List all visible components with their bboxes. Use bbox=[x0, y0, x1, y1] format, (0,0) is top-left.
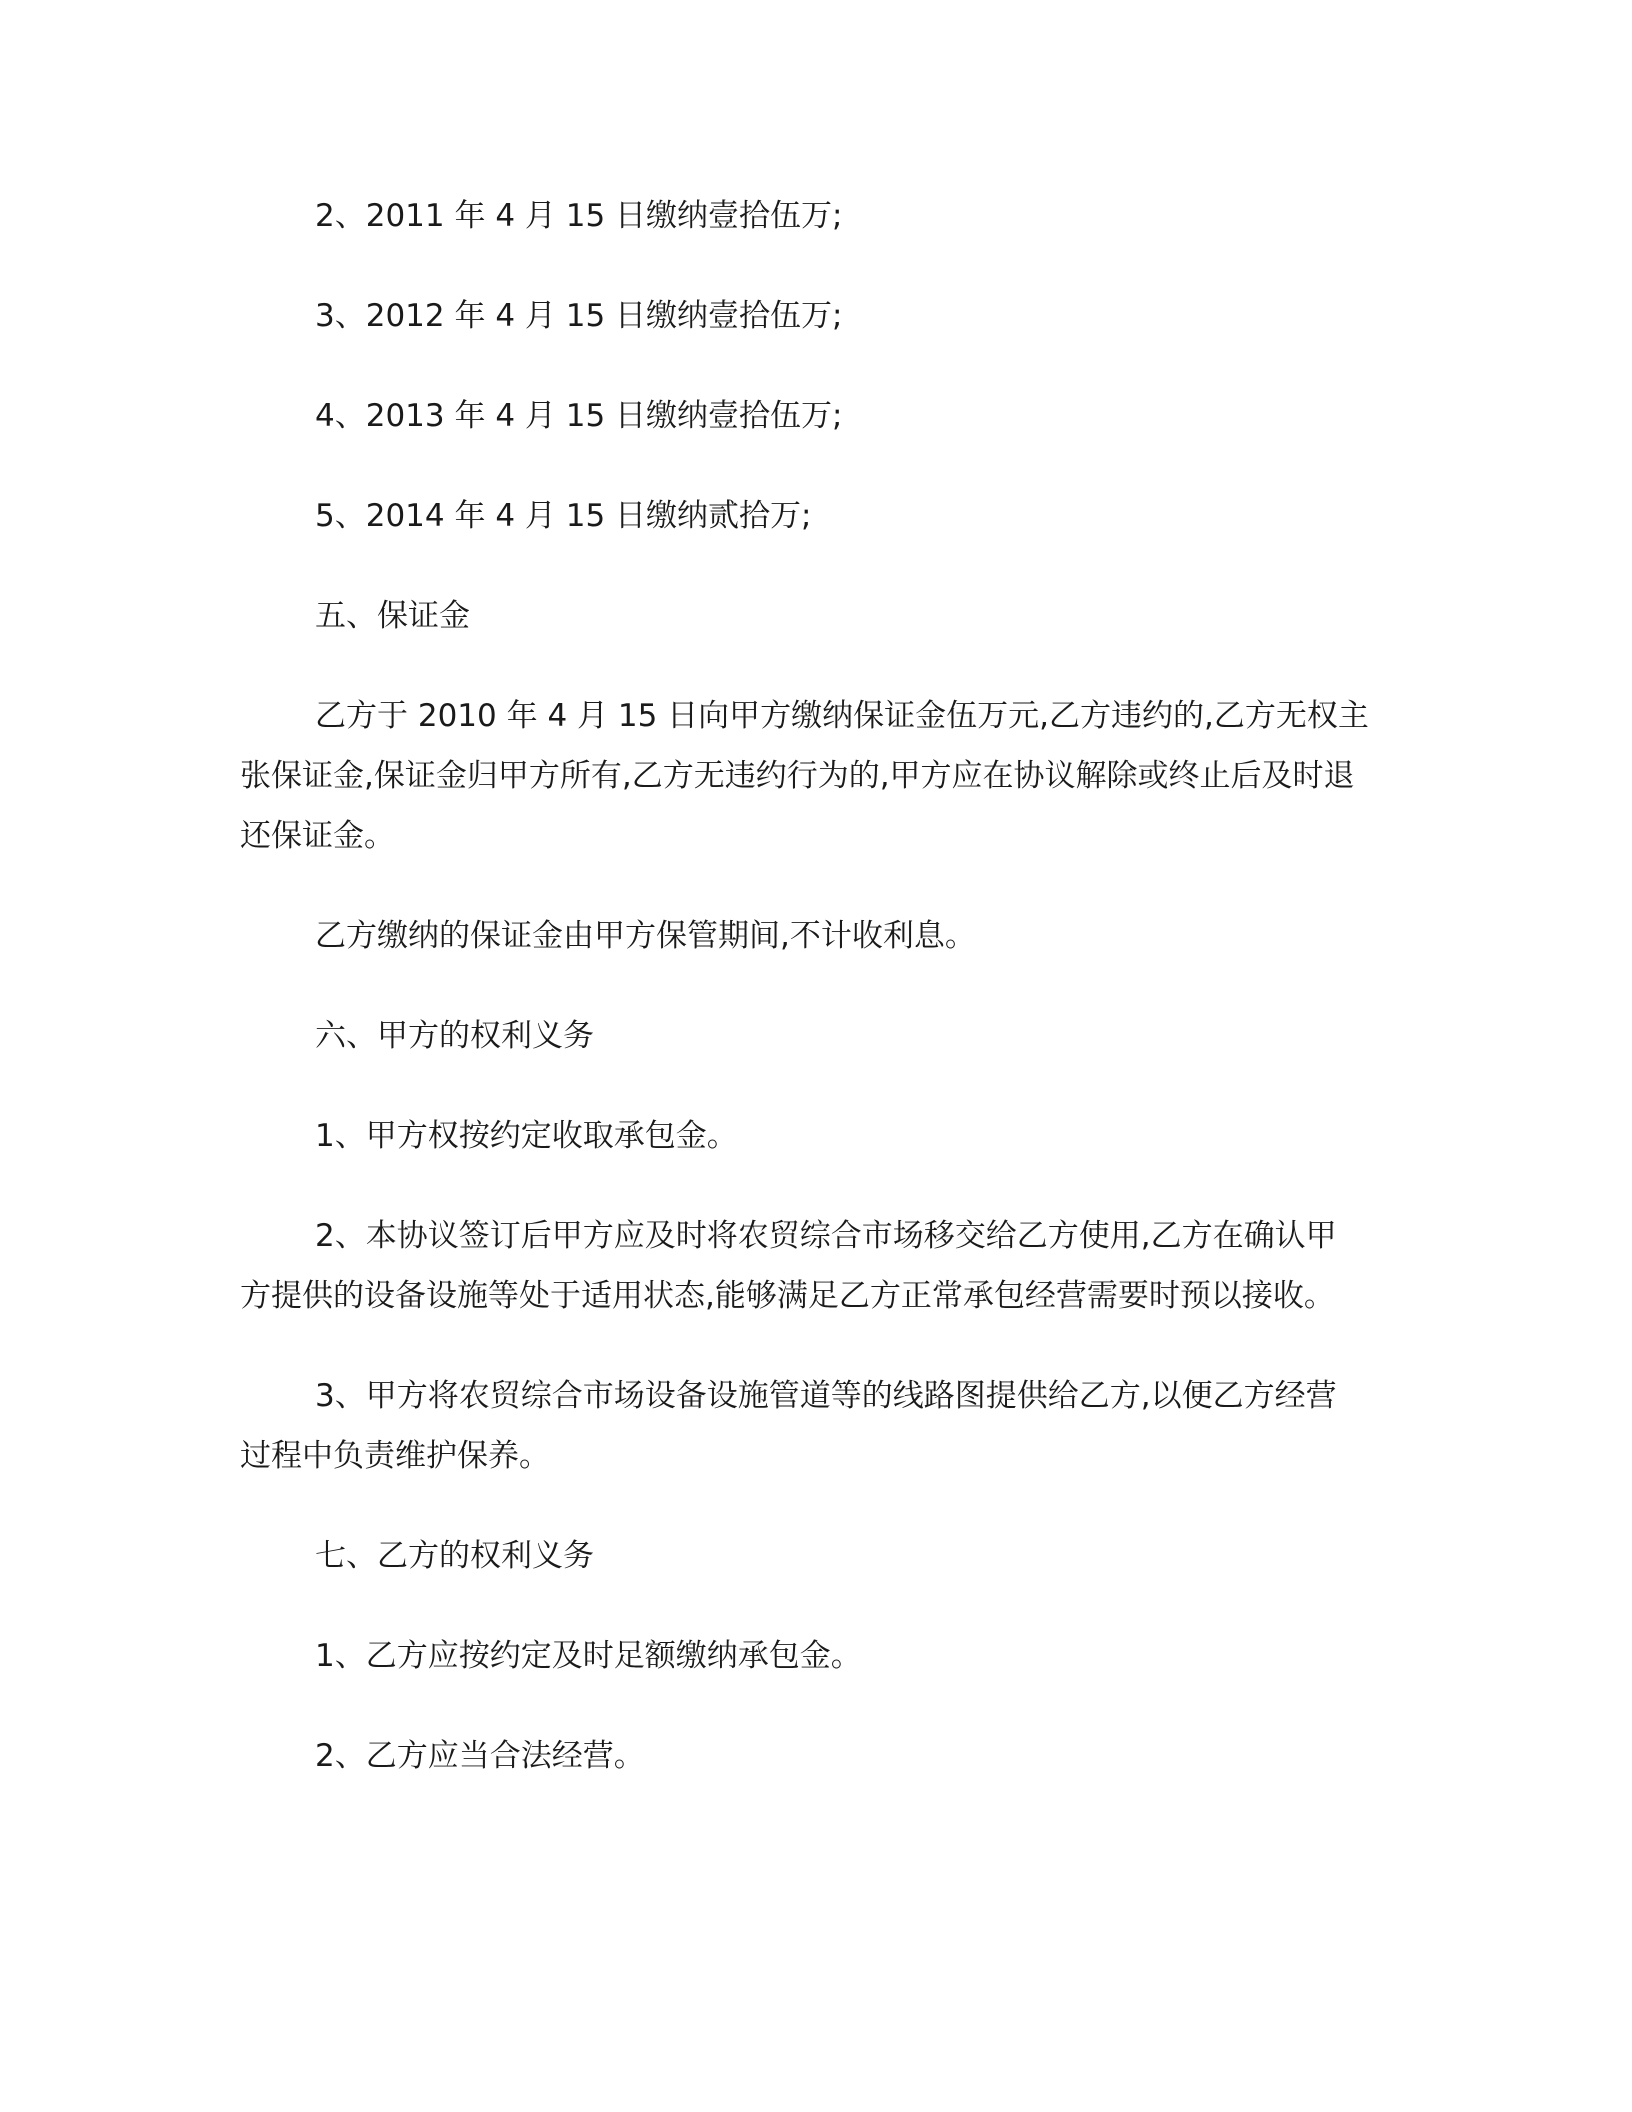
section-heading-party-a bbox=[240, 1006, 1465, 1066]
text-line: 过程中负责维护保养。 bbox=[240, 1438, 550, 1474]
text-line: 3、2012 年 4 月 15 日缴纳壹拾伍万; bbox=[315, 298, 843, 334]
text-line: 乙方于 2010 年 4 月 15 日向甲方缴纳保证金伍万元,乙方违约的,乙方无权主 bbox=[315, 698, 1369, 734]
text-line: 3、甲方将农贸综合市场设备设施管道等的线路图提供给乙方,以便乙方经营 bbox=[315, 1378, 1337, 1414]
party-b-item-1 bbox=[240, 1626, 1465, 1686]
section-heading-deposit bbox=[240, 586, 1465, 646]
deposit-paragraph bbox=[240, 686, 1390, 866]
party-a-item-3 bbox=[240, 1366, 1390, 1486]
text-line: 方提供的设备设施等处于适用状态,能够满足乙方正常承包经营需要时预以接收。 bbox=[240, 1278, 1335, 1314]
text-line: 2、乙方应当合法经营。 bbox=[315, 1738, 645, 1774]
party-a-item-2 bbox=[240, 1206, 1390, 1326]
text-line: 乙方缴纳的保证金由甲方保管期间,不计收利息。 bbox=[315, 918, 976, 954]
payment-item-3 bbox=[240, 286, 1465, 346]
text-line: 2、本协议签订后甲方应及时将农贸综合市场移交给乙方使用,乙方在确认甲 bbox=[315, 1218, 1337, 1254]
text-line: 4、2013 年 4 月 15 日缴纳壹拾伍万; bbox=[315, 398, 843, 434]
text-line: 张保证金,保证金归甲方所有,乙方无违约行为的,甲方应在协议解除或终止后及时退 bbox=[240, 758, 1355, 794]
text-line: 5、2014 年 4 月 15 日缴纳贰拾万; bbox=[315, 498, 812, 534]
text-line: 还保证金。 bbox=[240, 818, 395, 854]
party-a-item-1 bbox=[240, 1106, 1465, 1166]
text-line: 1、乙方应按约定及时足额缴纳承包金。 bbox=[315, 1638, 862, 1674]
section-heading: 七、乙方的权利义务 bbox=[315, 1538, 594, 1574]
party-b-item-2 bbox=[240, 1726, 1465, 1786]
payment-item-4 bbox=[240, 386, 1465, 446]
payment-item-2 bbox=[240, 186, 1465, 246]
deposit-interest-paragraph bbox=[240, 906, 1465, 966]
text-line: 1、甲方权按约定收取承包金。 bbox=[315, 1118, 738, 1154]
section-heading: 六、甲方的权利义务 bbox=[315, 1018, 594, 1054]
section-heading-party-b bbox=[240, 1526, 1465, 1586]
section-heading: 五、保证金 bbox=[315, 598, 470, 634]
payment-item-5 bbox=[240, 486, 1465, 546]
text-line: 2、2011 年 4 月 15 日缴纳壹拾伍万; bbox=[315, 198, 843, 234]
